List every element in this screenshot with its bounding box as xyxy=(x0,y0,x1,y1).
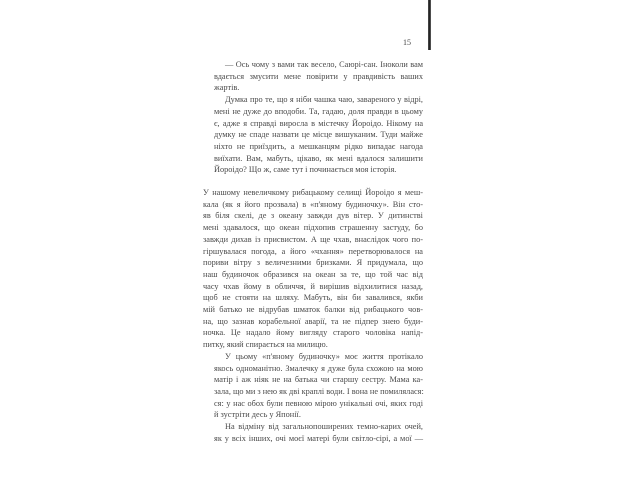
text-line: У цьому «п'яному будиночку» моє життя протікало xyxy=(225,351,423,361)
text-line: мені здавалося, що океан підхопив страшенну застуду, бо xyxy=(203,223,423,233)
text-line: наш будиночок образився на океан за те, що той час від xyxy=(203,269,423,279)
text-line: ніхто не приїздить, а мешканцям рідко випадає нагода xyxy=(214,141,423,151)
page-number: 15 xyxy=(403,38,411,47)
text-line: У нашому невеличкому рибацькому селищі Йороідо я меш- xyxy=(203,188,423,198)
text-line: завжди дихав із присвистом. А ще чхав, внаслідок чого по- xyxy=(203,234,423,244)
book-spine-shadow xyxy=(428,0,431,50)
text-line: мені не дуже до вподоби. Та, гадаю, доля правди в цьому xyxy=(214,106,423,116)
text-line: кала (як я його прозвала) в «п'яному будиночку». Він сто- xyxy=(203,199,423,209)
text-line: ночка. Це надало йому вигляду старого чоловіка напід- xyxy=(203,328,423,338)
text-line: як у всіх інших, очі моєї матері були світло-сірі, а мої — xyxy=(214,433,423,443)
text-line: Думка про те, що я ніби чашка чаю, завареного у відрі, xyxy=(225,95,423,105)
text-line: питку, який спирається на милицю. xyxy=(203,340,328,350)
paragraph-drunken-house xyxy=(203,351,423,421)
text-line: на, що зазнав корабельної аварії, та не підпер знею буди- xyxy=(203,316,423,326)
text-line: зала, що ми з нею як дві краплі води. І вона не помилялася: xyxy=(214,386,424,396)
text-line: Йороідо? Що ж, саме тут і починається моя історія. xyxy=(214,165,397,175)
paragraph-thought xyxy=(203,94,423,176)
paragraph-dialogue xyxy=(203,59,423,94)
paragraph-eyes xyxy=(203,421,423,444)
text-line: мій батько не відрубав шматок балки від рибацького чов- xyxy=(203,305,423,315)
book-page-text xyxy=(203,59,423,445)
text-line: яв біля скелі, де з океану завжди дув вітер. У дитинстві xyxy=(203,211,423,221)
text-line: гіршувалася погода, а його «чхання» перетворювалося на xyxy=(203,246,423,256)
text-line: виїхати. Вам, мабуть, цікаво, як мені вдалося залишити xyxy=(214,153,423,163)
text-line: якось одноманітно. Змалечку я дуже була схожою на мою xyxy=(214,363,423,373)
text-line: матір і аж ніяк не на батька чи старшу сестру. Мама ка- xyxy=(214,375,423,385)
text-line: часу чхав йому в обличчя, й вирішив відхилитися назад, xyxy=(203,281,423,291)
text-line: вдається змусити мене повірити у правдивість ваших xyxy=(214,71,423,81)
text-line: На відміну від загальнопоширених темно-карих очей, xyxy=(225,422,423,432)
text-line: — Ось чому з вами так весело, Саюрі-сан. Іноколи вам xyxy=(225,60,423,69)
text-line: думку не спаде назвати це місце вишуканим. Туди майже xyxy=(214,130,423,140)
text-line: є, адже я справді виросла в містечку Йороідо. Нікому на xyxy=(214,118,423,128)
text-line: жартів. xyxy=(214,83,240,93)
text-line: пориви вітру з величезними бризками. Я придумала, що xyxy=(203,258,423,268)
paragraph-section-start xyxy=(203,187,423,351)
text-line: й зустріти десь у Японії. xyxy=(214,410,301,420)
text-line: ся: у нас обох були певною мірою унікальні очі, яких годі xyxy=(214,398,423,408)
text-line: щоб не стояти на шляху. Мабуть, він би завалився, якби xyxy=(203,293,423,303)
